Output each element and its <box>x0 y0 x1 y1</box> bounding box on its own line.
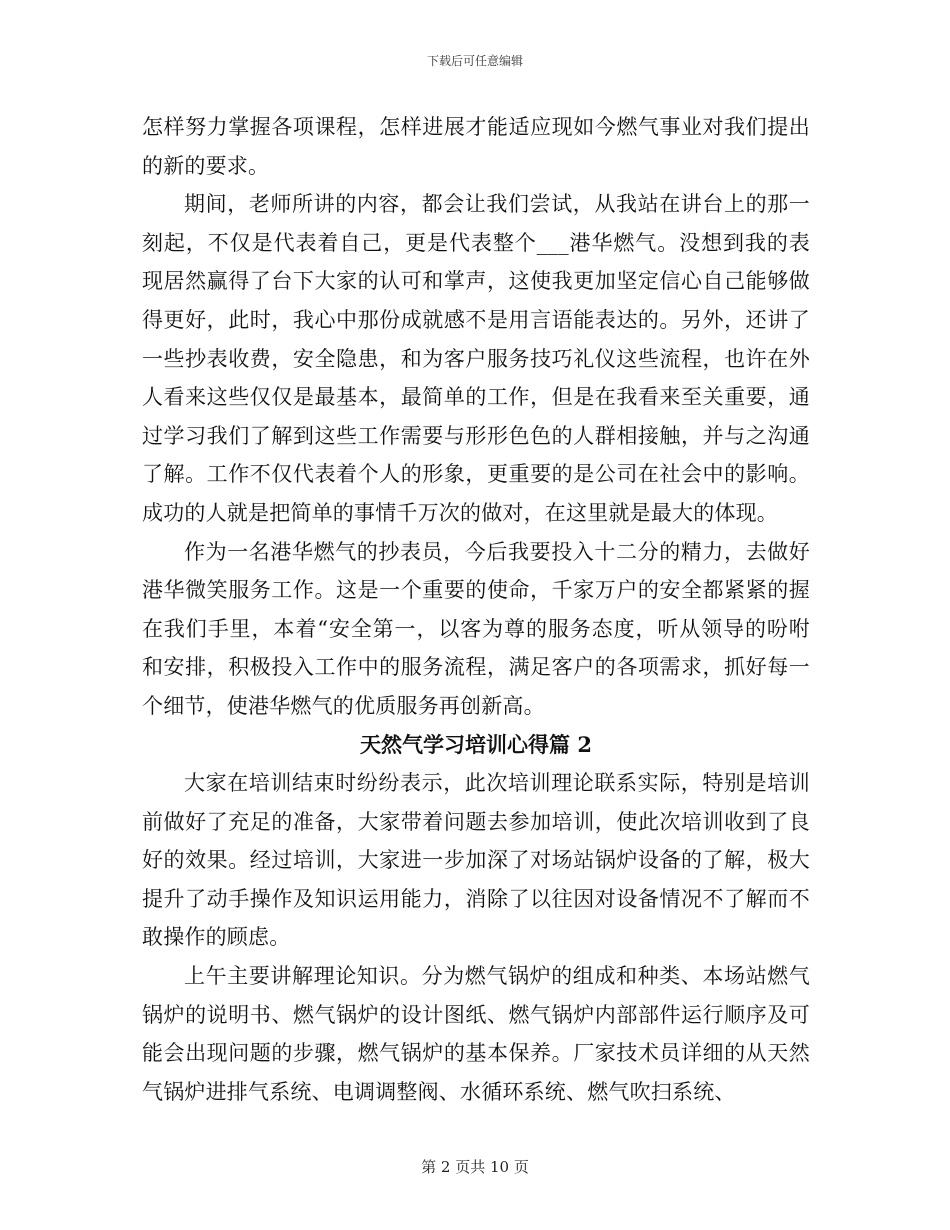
section-heading: 天然气学习培训心得篇 2 <box>360 731 592 757</box>
page-footer: 第 2 页共 10 页 <box>421 1158 529 1176</box>
paragraph-5: 上午主要讲解理论知识。分为燃气锅炉的组成和种类、本场站燃气锅炉的说明书、燃气锅炉的设计图纸、燃气锅炉内部部件运行顺序及可能会出现问题的步骤，燃气锅炉的基本保养。厂家技术员详细的从天然气锅炉进排气系统、电调调整阀、水循环系统、燃气吹扫系统、 <box>142 964 810 1104</box>
paragraph-2: 期间，老师所讲的内容，都会让我们尝试，从我站在讲台上的那一刻起，不仅是代表着自己，更是代表整个___港华燃气。没想到我的表现居然赢得了台下大家的认可和掌声，这使我更加坚定信心自己能够做得更好，此时，我心中那份成就感不是用言语能表达的。另外，还讲了一些抄表收费，安全隐患，和为客户服务技巧礼仪这些流程，也许在外人看来这些仅仅是最基本，最简单的工作，但是在我看来至关重要，通过学习我们了解到这些工作需要与形形色色的人群相接触，并与之沟通了解。工作不仅代表着个人的形象，更重要的是公司在社会中的影响。成功的人就是把简单的事情千万次的做对，在这里就是最大的体现。 <box>142 192 810 525</box>
paragraph-3: 作为一名港华燃气的抄表员，今后我要投入十二分的精力，去做好港华微笑服务工作。这是一个重要的使命，千家万户的安全都紧紧的握在我们手里，本着“安全第一，以客为尊的服务态度，听从领导的吩咐和安排，积极投入工作中的服务流程，满足客户的各项需求，抓好每一个细节，使港华燃气的优质服务再创新高。 <box>142 539 810 718</box>
paragraph-1: 怎样努力掌握各项课程，怎样进展才能适应现如今燃气事业对我们提出的新的要求。 <box>142 115 810 178</box>
document-body <box>142 108 810 1111</box>
paragraph-4: 大家在培训结束时纷纷表示，此次培训理论联系实际，特别是培训前做好了充足的准备，大家带着问题去参加培训，使此次培训收到了良好的效果。经过培训，大家进一步加深了对场站锅炉设备的了解，极大提升了动手操作及知识运用能力，消除了以往因对设备情况不了解而不敢操作的顾虑。 <box>142 771 810 950</box>
page-header: 下载后可任意编辑 <box>426 54 523 68</box>
